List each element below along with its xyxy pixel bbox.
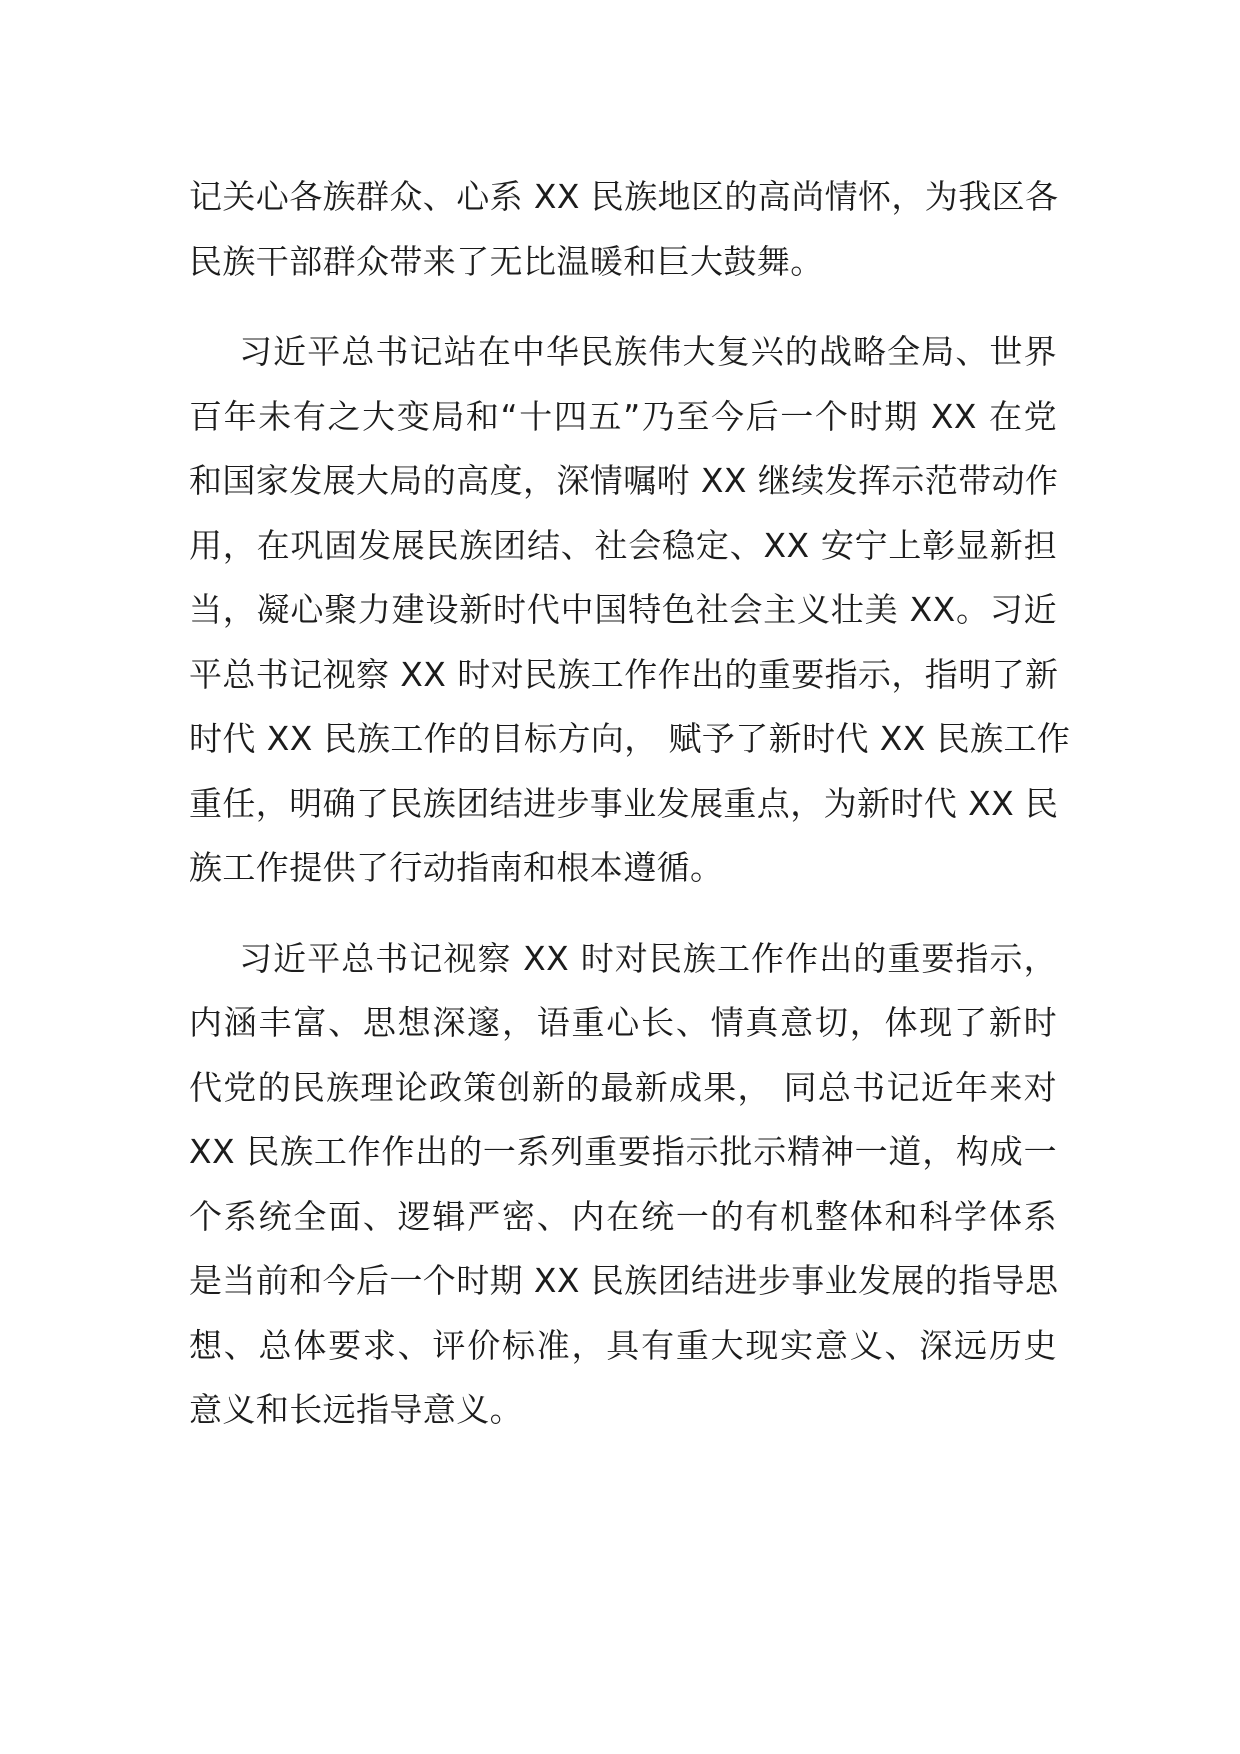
- text-line: 重任，明确了民族团结进步事业发展重点，为新时代 XX 民: [189, 783, 1059, 823]
- paragraph-1: [189, 165, 1057, 294]
- text-line: 族工作提供了行动指南和根本遵循。: [189, 848, 724, 887]
- text-line: 代党的民族理论政策创新的最新成果， 同总书记近年来对: [189, 1067, 1057, 1107]
- text-line: 平总书记视察 XX 时对民族工作作出的重要指示，指明了新: [189, 654, 1059, 694]
- text-line: 意义和长远指导意义。: [189, 1390, 523, 1429]
- text-line: 习近平总书记视察 XX 时对民族工作作出的重要指示，: [239, 938, 1057, 978]
- paragraph-2: [189, 320, 1071, 901]
- document-body: [189, 165, 1071, 1469]
- paragraph-3: [189, 927, 1057, 1443]
- text-line: 当，凝心聚力建设新时代中国特色社会主义壮美 XX。习近: [189, 590, 1057, 629]
- text-line: XX 民族工作作出的一系列重要指示批示精神一道，构成一: [189, 1132, 1057, 1171]
- text-line: 想、总体要求、评价标准，具有重大现实意义、深远历史: [189, 1325, 1057, 1365]
- text-line: 用，在巩固发展民族团结、社会稳定、XX 安宁上彰显新担: [189, 525, 1057, 565]
- text-line: 是当前和今后一个时期 XX 民族团结进步事业发展的指导思: [189, 1261, 1059, 1300]
- text-line: 内涵丰富、思想深邃，语重心长、情真意切，体现了新时: [189, 1003, 1057, 1042]
- text-line: 时代 XX 民族工作的目标方向， 赋予了新时代 XX 民族工作: [189, 719, 1071, 758]
- text-line: 百年未有之大变局和“十四五”乃至今后一个时期 XX 在党: [189, 396, 1057, 436]
- text-line: 记关心各族群众、心系 XX 民族地区的高尚情怀，为我区各: [189, 177, 1059, 216]
- text-line: 和国家发展大局的高度，深情嘱咐 XX 继续发挥示范带动作: [189, 461, 1059, 500]
- text-line: 习近平总书记站在中华民族伟大复兴的战略全局、世界: [239, 332, 1057, 371]
- text-line: 民族干部群众带来了无比温暖和巨大鼓舞。: [189, 241, 824, 281]
- text-line: 个系统全面、逻辑严密、内在统一的有机整体和科学体系: [189, 1196, 1057, 1236]
